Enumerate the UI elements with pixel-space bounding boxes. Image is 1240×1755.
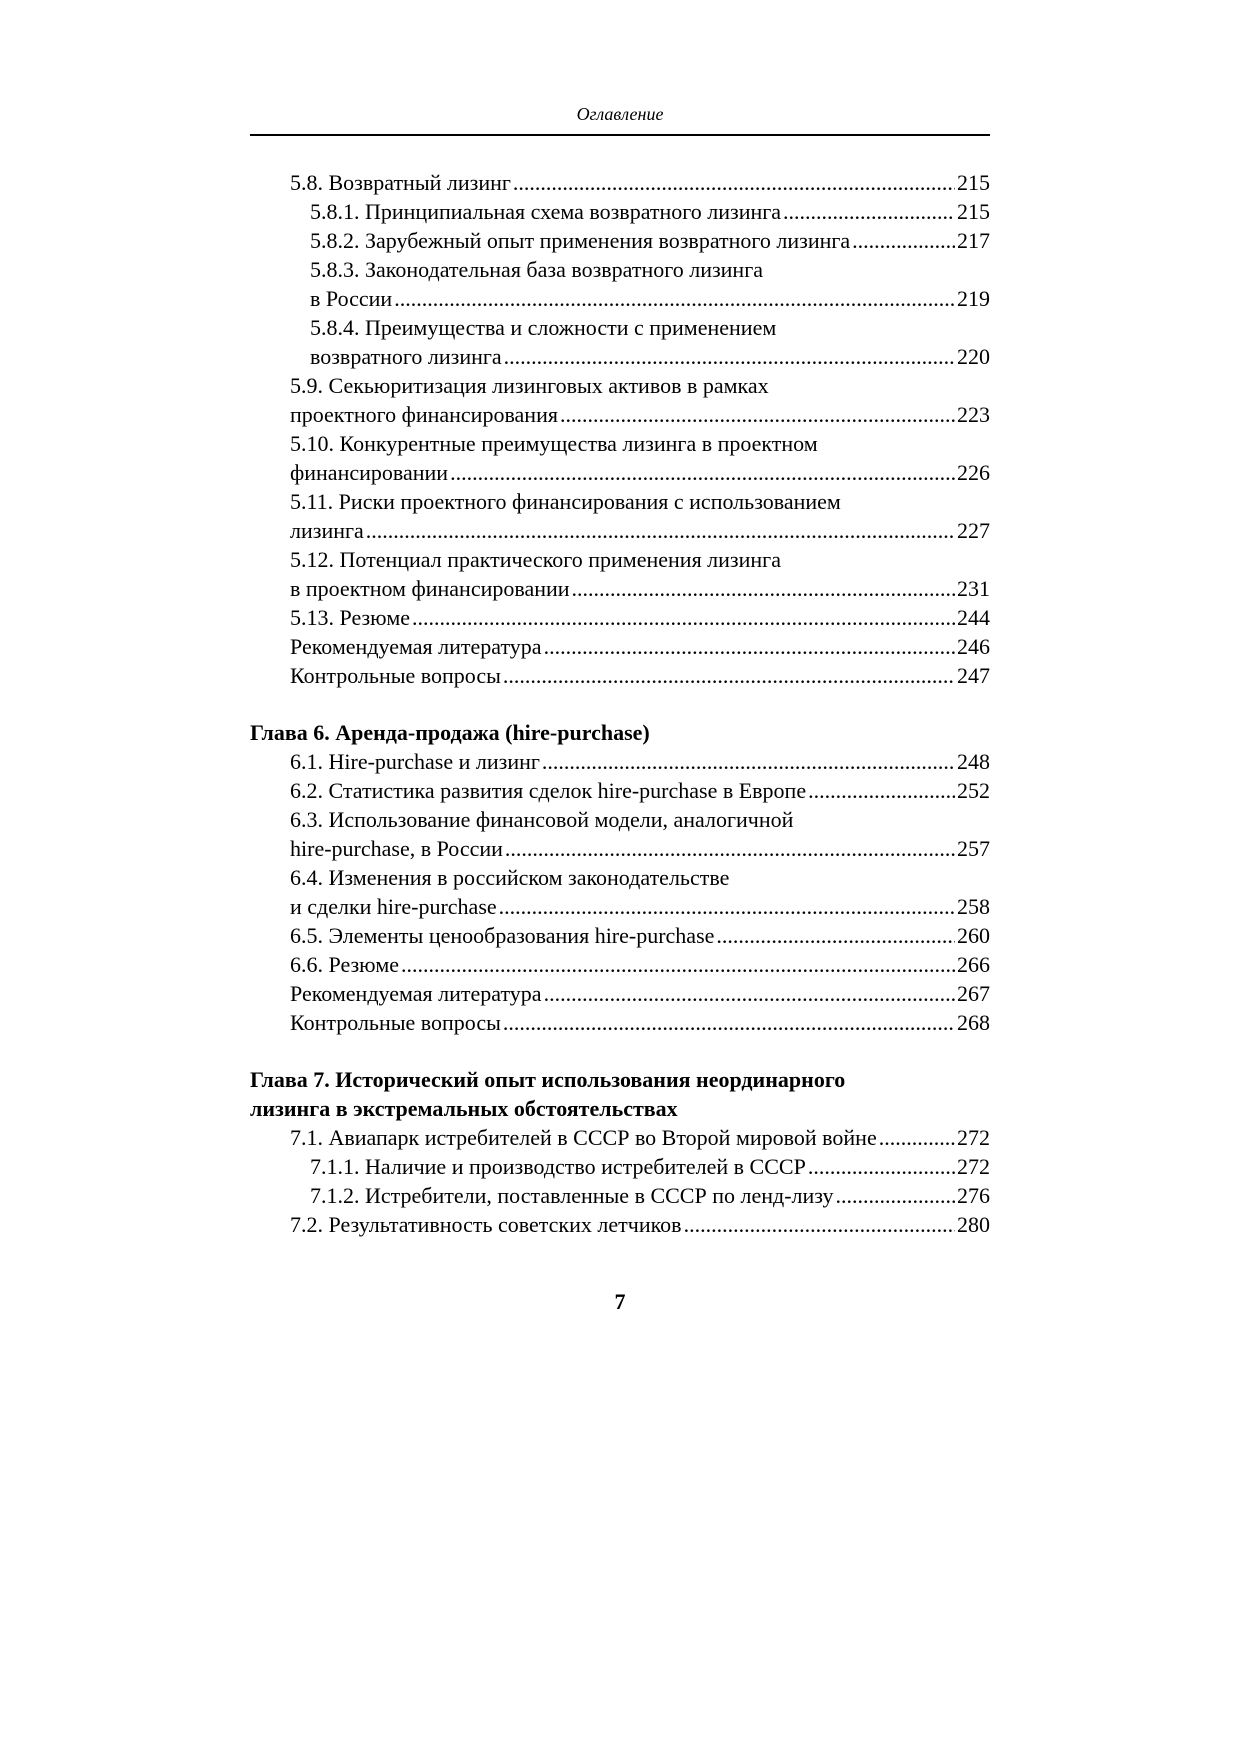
- dot-leader: [808, 776, 955, 805]
- dot-leader: [401, 950, 955, 979]
- toc-entry-final-line: [290, 1123, 990, 1152]
- dot-leader: [716, 921, 955, 950]
- dot-leader: [544, 632, 955, 661]
- chapter-7-heading: [250, 1065, 990, 1123]
- toc-entry-final-line: [290, 458, 990, 487]
- toc-entry: [250, 1008, 990, 1037]
- toc-entry-title: 6.5. Элементы ценообразования hire-purchase: [290, 923, 715, 948]
- toc-entry-final-line: [290, 776, 990, 805]
- dot-leader: [783, 197, 955, 226]
- toc-page-number: 257: [957, 836, 990, 861]
- toc-entry-title: Рекомендуемая литература: [290, 634, 542, 659]
- toc-entry-final-line: [310, 342, 990, 371]
- toc-entry-title: 7.2. Результативность советских летчиков: [290, 1212, 682, 1237]
- dot-leader: [504, 342, 955, 371]
- dot-leader: [544, 979, 955, 1008]
- toc-entry-final-line: [310, 226, 990, 255]
- toc-page-number: 244: [957, 605, 990, 630]
- toc-entry-final-line: [310, 197, 990, 226]
- toc-entry-title: 6.6. Резюме: [290, 952, 400, 977]
- toc-entry-title: 7.1. Авиапарк истребителей в СССР во Второй мировой войне: [290, 1125, 877, 1150]
- toc-entry-final-line: [290, 1210, 990, 1239]
- toc-section-chapter-6: [250, 747, 990, 1037]
- toc-page-number: 280: [957, 1212, 990, 1237]
- toc-page-number: 266: [957, 952, 990, 977]
- toc-page-number: 272: [957, 1125, 990, 1150]
- toc-entry: [250, 545, 990, 603]
- toc-entry: [250, 1210, 990, 1239]
- toc-page-number: 226: [957, 460, 990, 485]
- dot-leader: [808, 1152, 955, 1181]
- toc-page-number: 220: [957, 344, 990, 369]
- header-rule: [250, 134, 990, 136]
- toc-entry-title: Контрольные вопросы: [290, 1010, 501, 1035]
- toc-page-number: 246: [957, 634, 990, 659]
- toc-entry-title: 5.8.2. Зарубежный опыт применения возвратного лизинга: [310, 228, 851, 253]
- dot-leader: [684, 1210, 955, 1239]
- toc-entry-title: лизинга: [290, 518, 364, 543]
- dot-leader: [852, 226, 955, 255]
- toc-section-chapter-7: [250, 1123, 990, 1239]
- toc-entry-title: в проектном финансировании: [290, 576, 570, 601]
- toc-entry: [250, 632, 990, 661]
- toc-entry-title: в России: [310, 286, 393, 311]
- toc-entry-title: hire-purchase, в России: [290, 836, 503, 861]
- running-head: Оглавление: [576, 104, 664, 124]
- toc-entry-title-line: 5.10. Конкурентные преимущества лизинга в проектном: [290, 431, 818, 456]
- toc-entry-title-line: 5.9. Секьюритизация лизинговых активов в рамках: [290, 373, 769, 398]
- toc-entry: [250, 661, 990, 690]
- toc-entry: [250, 487, 990, 545]
- toc-entry: [250, 168, 990, 197]
- page-number: 7: [614, 1289, 626, 1314]
- toc-entry-title-line: 5.8.4. Преимущества и сложности с применением: [310, 315, 777, 340]
- toc-entry: [250, 921, 990, 950]
- toc-entry-final-line: [290, 574, 990, 603]
- toc-entry-title-line: 5.12. Потенциал практического применения лизинга: [290, 547, 781, 572]
- toc-page-number: 272: [957, 1154, 990, 1179]
- toc-entry-final-line: [290, 168, 990, 197]
- toc-entry-final-line: [290, 834, 990, 863]
- toc-entry-title: 6.2. Статистика развития сделок hire-purchase в Европе: [290, 778, 807, 803]
- toc-entry-title: 5.13. Резюме: [290, 605, 411, 630]
- toc-entry-final-line: [310, 284, 990, 313]
- toc-entry-final-line: [290, 921, 990, 950]
- toc-entry: [250, 863, 990, 921]
- toc-page-number: 268: [957, 1010, 990, 1035]
- toc-entry: [250, 805, 990, 863]
- toc-page-number: 223: [957, 402, 990, 427]
- toc-entry: [250, 197, 990, 226]
- toc-entry-title-line: 5.8.3. Законодательная база возвратного лизинга: [310, 257, 763, 282]
- toc-entry: [250, 313, 990, 371]
- toc-entry-final-line: [290, 950, 990, 979]
- toc-entry-title: 7.1.2. Истребители, поставленные в СССР по ленд-лизу: [310, 1183, 834, 1208]
- toc-entry: [250, 1123, 990, 1152]
- dot-leader: [503, 1008, 955, 1037]
- toc-entry: [250, 255, 990, 313]
- toc-page-number: 247: [957, 663, 990, 688]
- toc-entry-title: финансировании: [290, 460, 449, 485]
- toc-entry-title: возвратного лизинга: [310, 344, 502, 369]
- chapter-heading-line: Глава 7. Исторический опыт использования неординарного: [250, 1067, 846, 1092]
- toc-page-number: 276: [957, 1183, 990, 1208]
- dot-leader: [572, 574, 955, 603]
- toc-entry: [250, 776, 990, 805]
- toc-entry-title: Контрольные вопросы: [290, 663, 501, 688]
- toc-section-chapter-5-continued: [250, 168, 990, 690]
- dot-leader: [542, 747, 955, 776]
- toc-page-number: 215: [957, 170, 990, 195]
- chapter-6-heading: [250, 718, 990, 747]
- chapter-heading-line: лизинга в экстремальных обстоятельствах: [250, 1096, 678, 1121]
- toc-entry-final-line: [290, 1008, 990, 1037]
- toc-page-number: 252: [957, 778, 990, 803]
- toc-entry-title-line: 5.11. Риски проектного финансирования с использованием: [290, 489, 841, 514]
- dot-leader: [513, 168, 955, 197]
- table-of-contents: [250, 168, 990, 1239]
- toc-entry-final-line: [290, 747, 990, 776]
- toc-entry-title-line: 6.4. Изменения в российском законодательстве: [290, 865, 730, 890]
- dot-leader: [879, 1123, 955, 1152]
- toc-entry: [250, 979, 990, 1008]
- toc-entry-final-line: [290, 516, 990, 545]
- toc-entry-final-line: [290, 979, 990, 1008]
- toc-page-number: 227: [957, 518, 990, 543]
- chapter-heading-line: Глава 6. Аренда-продажа (hire-purchase): [250, 720, 650, 745]
- toc-entry-final-line: [310, 1152, 990, 1181]
- toc-page-number: 215: [957, 199, 990, 224]
- toc-entry-title: 5.8.1. Принципиальная схема возвратного лизинга: [310, 199, 782, 224]
- toc-page-number: 248: [957, 749, 990, 774]
- toc-page-number: 267: [957, 981, 990, 1006]
- toc-page-number: 217: [957, 228, 990, 253]
- dot-leader: [412, 603, 955, 632]
- toc-entry-title: 5.8. Возвратный лизинг: [290, 170, 511, 195]
- toc-entry: [250, 603, 990, 632]
- dot-leader: [503, 661, 955, 690]
- toc-entry-title-line: 6.3. Использование финансовой модели, аналогичной: [290, 807, 794, 832]
- toc-entry-title: 7.1.1. Наличие и производство истребителей в СССР: [310, 1154, 806, 1179]
- toc-page-number: 258: [957, 894, 990, 919]
- toc-entry-final-line: [290, 603, 990, 632]
- toc-entry: [250, 1152, 990, 1181]
- toc-entry-title: и сделки hire-purchase: [290, 894, 497, 919]
- toc-entry-title: 6.1. Hire-purchase и лизинг: [290, 749, 540, 774]
- dot-leader: [499, 892, 955, 921]
- toc-page-number: 260: [957, 923, 990, 948]
- toc-entry: [250, 371, 990, 429]
- dot-leader: [560, 400, 955, 429]
- dot-leader: [836, 1181, 956, 1210]
- toc-entry: [250, 429, 990, 487]
- toc-page-number: 231: [957, 576, 990, 601]
- dot-leader: [394, 284, 955, 313]
- toc-entry-title: проектного финансирования: [290, 402, 558, 427]
- toc-entry-final-line: [290, 892, 990, 921]
- toc-entry-final-line: [290, 661, 990, 690]
- toc-entry-final-line: [290, 400, 990, 429]
- toc-entry-final-line: [310, 1181, 990, 1210]
- toc-entry: [250, 747, 990, 776]
- dot-leader: [366, 516, 955, 545]
- toc-page-number: 219: [957, 286, 990, 311]
- dot-leader: [450, 458, 955, 487]
- toc-entry: [250, 226, 990, 255]
- toc-entry-title: Рекомендуемая литература: [290, 981, 542, 1006]
- dot-leader: [505, 834, 955, 863]
- toc-entry: [250, 950, 990, 979]
- toc-entry: [250, 1181, 990, 1210]
- toc-entry-final-line: [290, 632, 990, 661]
